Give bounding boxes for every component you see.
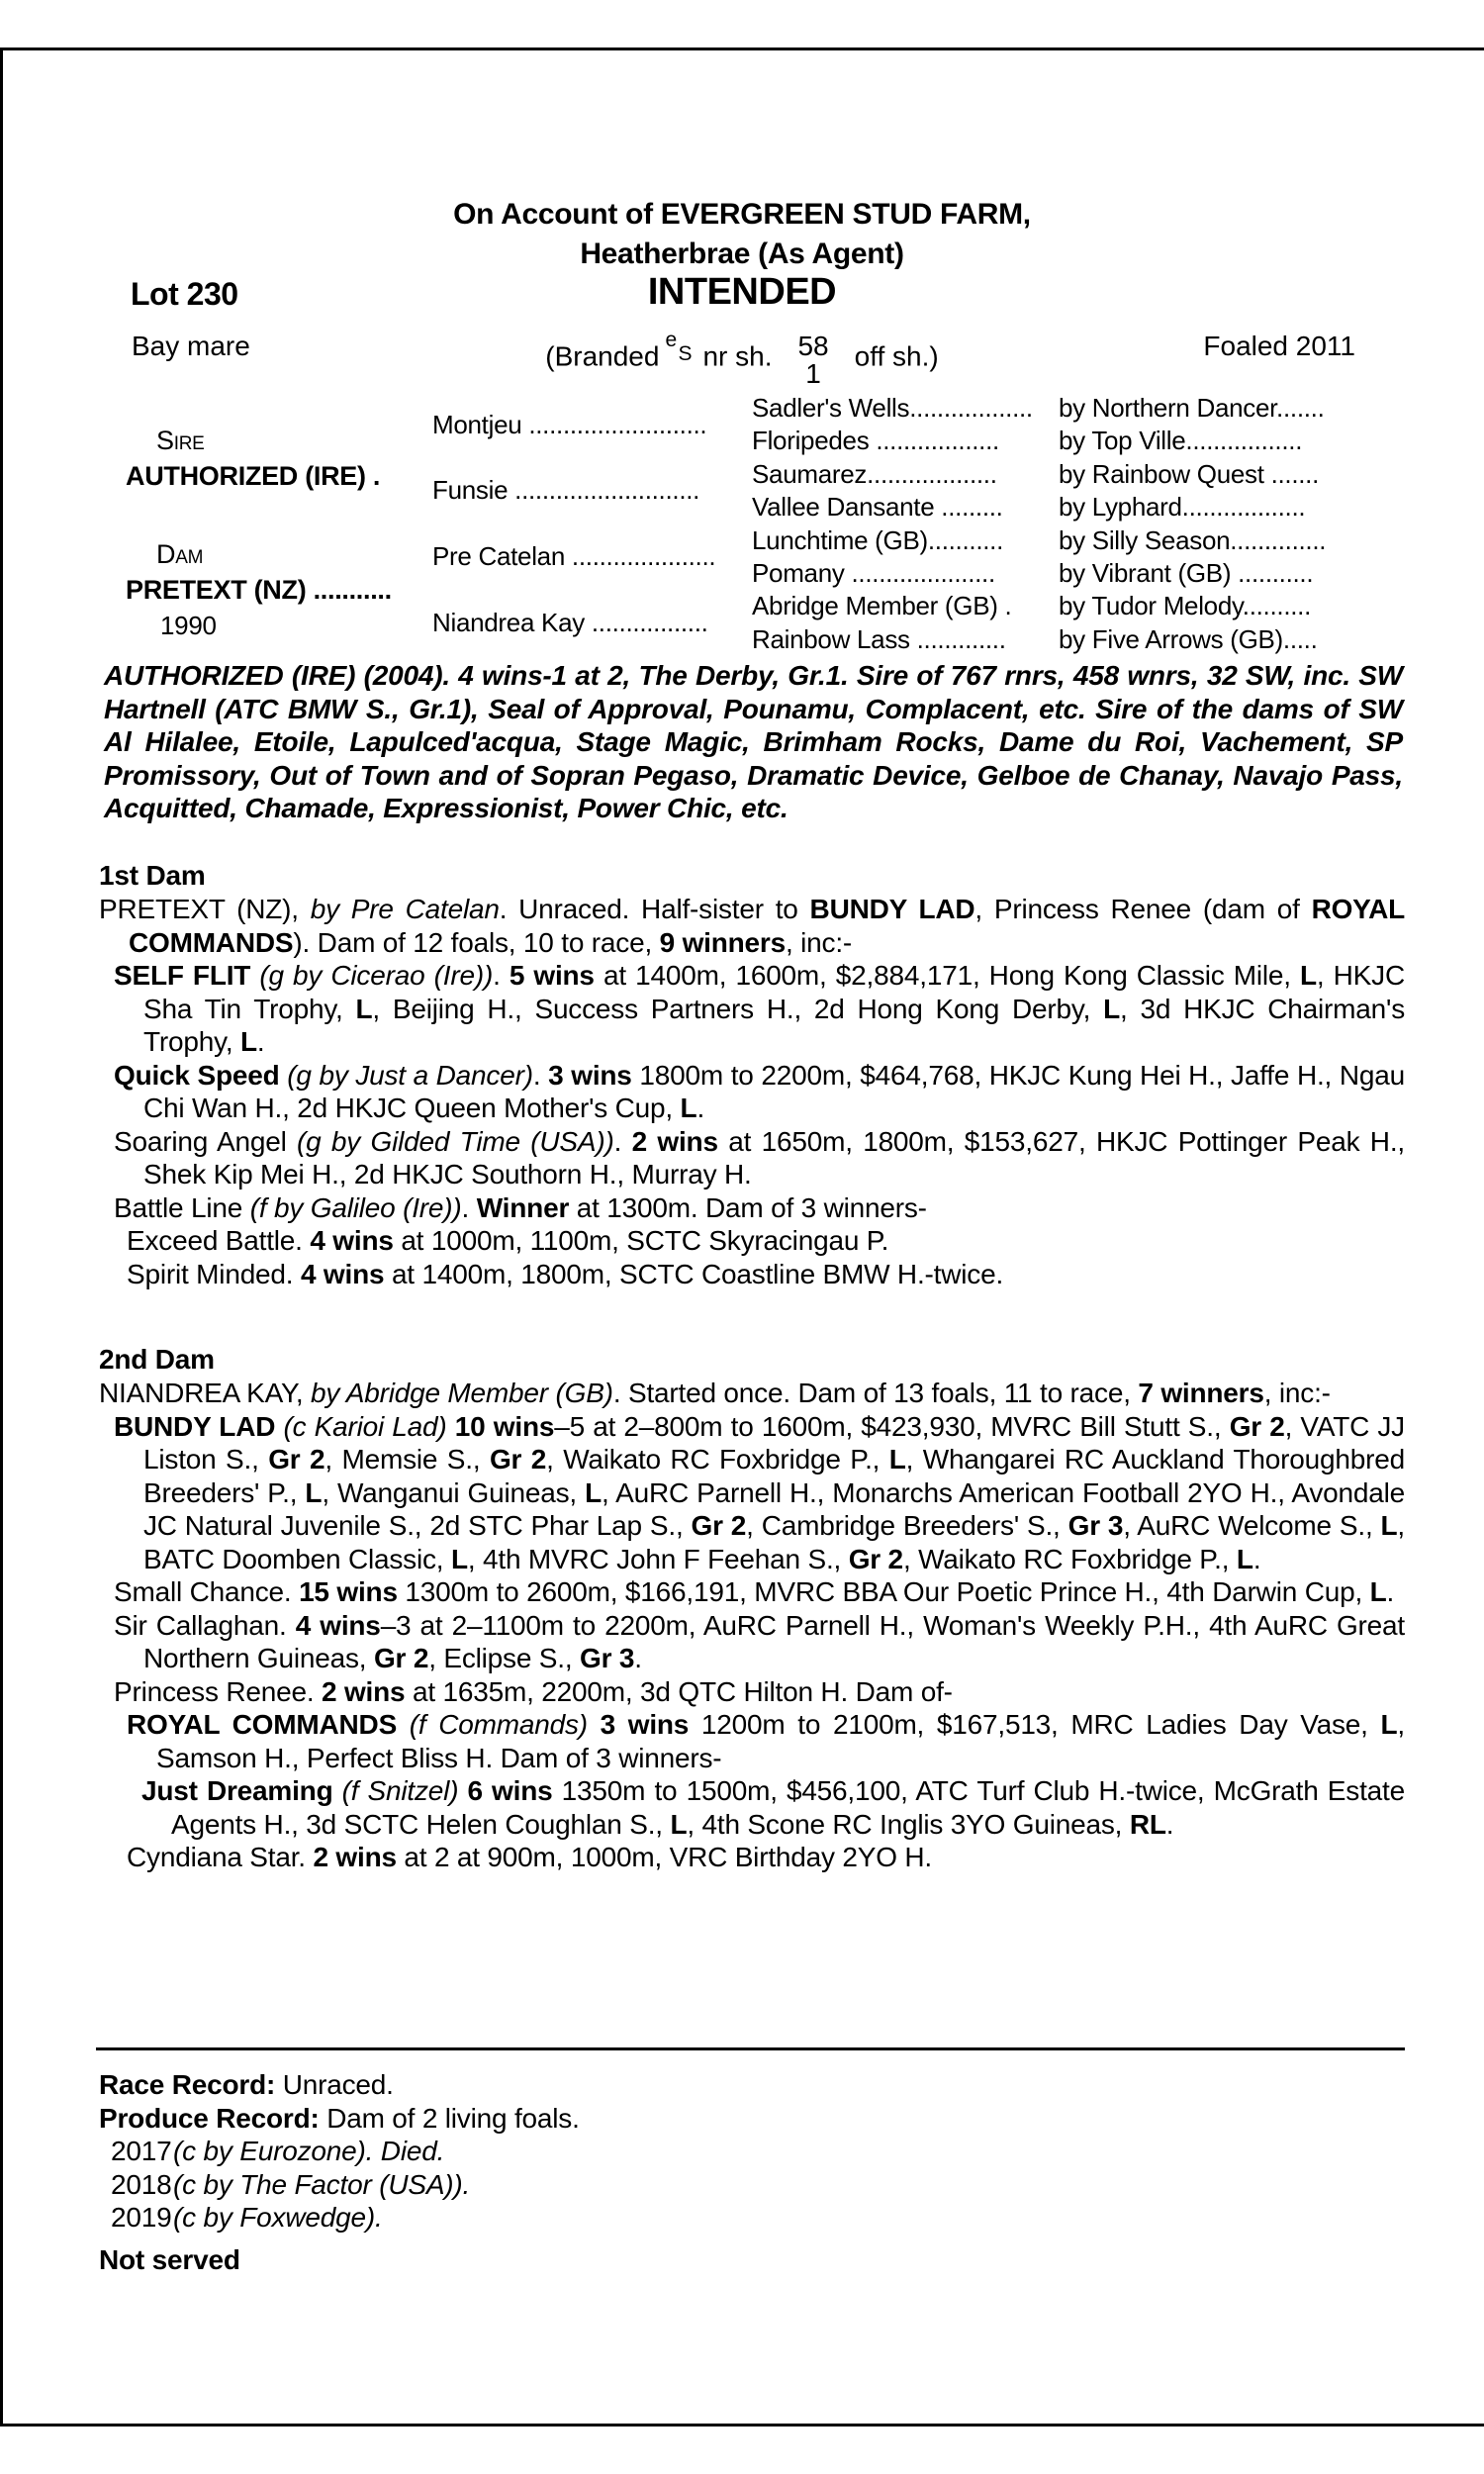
text-segment: 3 wins [548,1059,632,1091]
pedigree-note-paragraph [114,1059,1405,1125]
text-segment: , inc:- [785,926,853,958]
pedigree-note-paragraph [99,893,1405,959]
foal-note: (c by The Factor (USA)). [173,2168,471,2200]
text-segment: 15 wins [299,1576,398,1607]
text-segment: (g by Just a Dancer) [287,1059,533,1091]
produce-foal-row [99,2168,1405,2202]
text-segment: BUNDY LAD [809,894,975,924]
pedigree-note-paragraph [114,1675,1405,1709]
produce-foal-list [99,2135,1405,2235]
text-segment: (g by Gilded Time (USA)) [297,1125,614,1157]
second-dam-heading: 2nd Dam [99,1344,215,1375]
text-segment: at 1635m, 2200m, 3d QTC Hilton H. Dam of- [405,1675,953,1707]
pedigree-note-paragraph [127,1224,1405,1258]
pedigree-gen3-name: Sadler's Wells.................. [752,393,1033,423]
produce-foal-row [99,2135,1405,2168]
text-segment: 3 wins [600,1709,690,1740]
text-segment: Gr 3 [580,1643,635,1673]
text-segment: 1800m to 2200m, $464,768, HKJC Kung Hei H., Jaffe H., Ngau Chi Wan H., 2d HKJC Queen Mother's Cup, [143,1059,1405,1123]
text-segment: Sir Callaghan. [114,1609,296,1641]
pedigree-gen2-name: Niandrea Kay ................. [432,608,708,638]
pedigree-gen4-name: by Lyphard.................. [1059,492,1306,523]
pedigree-note-paragraph [114,1125,1405,1191]
sire-summary-paragraph: AUTHORIZED (IRE) (2004). 4 wins-1 at 2, The Derby, Gr.1. Sire of 767 rnrs, 458 wnrs, 32 SW, inc. SW Hartnell (ATC BMW S., Gr.1), Seal of Approval, Pounamu, Complacent, etc. Sire of the dams of SW Al Hilalee, Etoile, Lapulced'acqua, Stage Magic, Brimham Rocks, Dame du Roi, Vachement, SP Promissory, Out of Town and of Sopran Pegaso, Dramatic Device, Gelboe de Chanay, Navajo Pass, Acquitted, Chamade, Expressionist, Power Chic, etc. [104,660,1403,823]
text-segment: (f Commands) [409,1709,601,1740]
pedigree-note-paragraph [127,1258,1405,1291]
text-segment: L [670,1808,688,1840]
text-segment: , AuRC Welcome S., [1123,1510,1381,1541]
foaled-year: Foaled 2011 [1203,331,1355,361]
text-segment: Winner [476,1191,570,1223]
text-segment: . [634,1643,642,1673]
text-segment: Cyndiana Star. [127,1842,314,1872]
text-segment: Gr 2 [691,1510,747,1541]
text-segment: SELF FLIT [114,960,260,991]
text-segment: Gr 2 [268,1444,325,1475]
foal-year: 2019 [111,2202,172,2233]
race-record-line [99,2068,1405,2102]
text-segment: 9 winners [659,926,786,958]
dam-section-paragraphs-1 [99,1377,1405,1874]
text-segment: L [1300,960,1317,991]
text-segment: . [1386,1576,1395,1607]
text-segment: Spirit Minded. [127,1258,301,1289]
text-segment: at 1400m, 1800m, SCTC Coastline BMW H.-twice. [384,1258,1004,1289]
foal-year: 2017 [111,2136,172,2166]
text-segment: . [493,960,510,991]
text-segment: (g by Cicerao (Ire)) [259,960,494,991]
text-segment: –3 at 2–1100m to 2200m, AuRC Parnell H., Woman's Weekly P.H., 4th AuRC Great Northern Guineas, [143,1609,1406,1673]
pedigree-gen4-name: by Tudor Melody.......... [1059,591,1312,621]
foal-year: 2018 [111,2168,172,2200]
pedigree-note-paragraph [114,1575,1405,1609]
pedigree-note-paragraph [114,1410,1405,1576]
sire-name: AUTHORIZED (IRE) . [126,460,381,491]
text-segment: (f by Galileo (Ire)) [249,1191,462,1223]
pedigree-gen4-name: by Five Arrows (GB)..... [1059,623,1318,654]
first-dam-heading: 1st Dam [99,860,206,891]
text-segment: at 1650m, 1800m, $153,627, HKJC Pottinger Peak H., Shek Kip Mei H., 2d HKJC Southorn H., Murray H. [143,1125,1405,1189]
pedigree-gen2-name: Montjeu .......................... [432,409,707,439]
foal-note: (c by Eurozone). Died. [173,2136,445,2166]
foal-note: (c by Foxwedge). [173,2202,383,2233]
text-segment: L [240,1026,257,1057]
text-segment: ROYAL COMMANDS [129,894,1405,958]
text-segment: 6 wins [467,1775,553,1806]
dam-year: 1990 [160,611,217,641]
section-separator-rule [96,2047,1405,2050]
pedigree-gen3-name: Abridge Member (GB) . [752,591,1012,621]
text-segment: , Memsie S., [325,1444,490,1475]
text-segment: Gr 2 [373,1643,429,1673]
text-segment: , Cambridge Breeders' S., [746,1510,1068,1541]
text-segment: , 3d HKJC Chairman's Trophy, [143,993,1405,1057]
text-segment: . Started once. Dam of 13 foals, 11 to race, [612,1378,1139,1408]
pedigree-gen2-name: Pre Catelan ..................... [432,541,716,572]
pedigree-note-paragraph [99,1377,1405,1410]
pedigree-gen4-name: by Northern Dancer....... [1059,393,1325,423]
text-segment: at 1000m, 1100m, SCTC Skyracingau P. [393,1225,889,1256]
text-segment: 10 wins [454,1410,555,1442]
text-segment: 1350m to 1500m, $456,100, ATC Turf Club H.-twice, McGrath Estate Agents H., 3d SCTC Helen Coughlan S., [171,1775,1405,1840]
text-segment: L [585,1476,603,1508]
text-segment: at 1400m, 1600m, $2,884,171, Hong Kong Classic Mile, [594,960,1301,991]
pedigree-gen3-name: Rainbow Lass ............. [752,623,1006,654]
text-segment: , Eclipse S., [428,1643,581,1673]
text-segment: (c Karioi Lad) [283,1410,455,1442]
text-segment: , Waikato RC Foxbridge P., [902,1543,1237,1574]
text-segment: . [613,1125,632,1157]
text-segment: , 4th MVRC John F Feehan S., [467,1543,849,1574]
text-segment: at 2 at 900m, 1000m, VRC Birthday 2YO H. [396,1842,933,1872]
text-segment: L [1103,993,1120,1024]
lot-number: Lot 230 [131,276,238,312]
text-segment: . [696,1093,705,1123]
pedigree-gen3-name: Lunchtime (GB)........... [752,524,1004,555]
text-segment: 1300m to 2600m, $166,191, MVRC BBA Our Poetic Prince H., 4th Darwin Cup, [397,1576,1370,1607]
pedigree-gen4-name: by Top Ville................. [1059,426,1303,456]
text-segment: Gr 2 [848,1543,903,1574]
pedigree-sire-block [99,392,432,524]
brand-prefix: (Branded [545,340,660,372]
text-segment: , Wanganui Guineas, [322,1476,586,1508]
text-segment: L [1380,1510,1398,1541]
text-segment: 4 wins [310,1225,394,1256]
not-served-status: Not served [99,2243,240,2275]
dam-label: Dam [156,539,204,570]
text-segment: L [888,1444,906,1475]
text-segment: 2 wins [322,1675,406,1707]
text-segment: PRETEXT (NZ), [99,894,311,924]
produce-record-value: Dam of 2 living foals. [319,2102,580,2134]
text-segment: Quick Speed [114,1059,288,1091]
text-segment: by Pre Catelan [310,894,500,924]
text-segment: at 1300m. Dam of 3 winners- [569,1191,927,1223]
brand-mid: nr sh. [702,340,773,372]
account-line-2: Heatherbrae (As Agent) [580,238,904,270]
text-segment: , inc:- [1263,1378,1331,1408]
race-record-value: Unraced. [275,2069,394,2100]
brand-number-bottom: 1 [805,358,821,389]
account-header [0,195,1484,274]
text-segment: ROYAL COMMANDS [127,1709,410,1740]
text-segment: Small Chance. [114,1576,300,1607]
sex-colour: Bay mare [132,331,250,361]
pedigree-note-paragraph [114,959,1405,1059]
text-segment: , Princess Renee (dam of [974,894,1312,924]
text-segment: , 4th Scone RC Inglis 3YO Guineas, [687,1808,1130,1840]
text-segment: , Beijing H., Success Partners H., 2d Hong Kong Derby, [372,993,1104,1024]
text-segment: RL [1129,1808,1166,1840]
text-segment: , BATC Doomben Classic, [143,1510,1406,1574]
sire-label: Sire [156,425,205,455]
pedigree-gen4-name: by Vibrant (GB) ........... [1059,557,1314,588]
text-segment: ). Dam of 12 foals, 10 to race, [293,926,660,958]
text-segment: . [532,1059,549,1091]
pedigree-gen4-name: by Silly Season.............. [1059,524,1327,555]
horse-name: INTENDED [647,271,837,313]
text-segment: Battle Line [114,1191,250,1223]
dam-section-paragraphs-0 [99,893,1405,1290]
text-segment: . [256,1026,265,1057]
text-segment: 1200m to 2100m, $167,513, MRC Ladies Day Vase, [689,1709,1381,1740]
brand-number [797,333,828,388]
produce-record-label: Produce Record: [99,2102,320,2134]
text-segment: L [1236,1543,1253,1574]
brand-number-top: 58 [797,331,829,361]
text-segment: by Abridge Member (GB) [311,1378,613,1408]
pedigree-gen3-name: Vallee Dansante ......... [752,492,1003,523]
text-segment: , AuRC Parnell H., Monarchs American Football 2YO H., Avondale JC Natural Juvenile S., 2d STC Phar Lap S., [143,1476,1406,1541]
pedigree-gen3-name: Saumarez................... [752,458,997,489]
text-segment: . [1165,1808,1174,1840]
text-segment: L [305,1476,323,1508]
text-segment: NIANDREA KAY, [99,1378,312,1408]
text-segment: 2 wins [313,1842,397,1872]
pedigree-gen2-name: Funsie ........................... [432,475,700,506]
text-segment: . Unraced. Half-sister to [499,894,810,924]
dam-name: PRETEXT (NZ) ........... [126,575,392,606]
text-segment: 4 wins [300,1258,385,1289]
text-segment: Exceed Battle. [127,1225,311,1256]
text-segment: –5 at 2–800m to 1600m, $423,930, MVRC Bill Stutt S., [554,1410,1230,1442]
text-segment: L [1369,1576,1387,1607]
text-segment: 2 wins [631,1125,718,1157]
text-segment: (f Snitzel) [341,1775,468,1806]
pedigree-grid [99,392,1405,656]
text-segment: 7 winners [1138,1378,1264,1408]
pedigree-gen3-name: Floripedes .................. [752,426,999,456]
text-segment: Gr 3 [1067,1510,1124,1541]
text-segment: , VATC JJ Liston S., [143,1410,1405,1475]
text-segment: L [680,1093,697,1123]
text-segment: Princess Renee. [114,1675,323,1707]
text-segment: Gr 2 [1229,1410,1285,1442]
text-segment: 4 wins [295,1609,381,1641]
produce-foal-row [99,2201,1405,2235]
brand-suffix: off sh.) [854,340,939,372]
text-segment: L [1380,1709,1398,1740]
pedigree-gen3-name: Pomany ..................... [752,557,995,588]
text-segment: BUNDY LAD [114,1410,284,1442]
text-segment: Soaring Angel [114,1125,298,1157]
brand-mark-bottom-letter: S [678,342,693,366]
brand-line [371,329,1113,389]
produce-record-line [99,2102,1405,2136]
text-segment: Gr 2 [489,1444,547,1475]
pedigree-note-paragraph [141,1774,1405,1841]
text-segment: 5 wins [509,960,595,991]
account-line-1: On Account of EVERGREEN STUD FARM, [453,198,1031,231]
pedigree-note-paragraph [114,1191,1405,1225]
text-segment: . [461,1191,477,1223]
pedigree-gen4-name: by Rainbow Quest ....... [1059,458,1320,489]
brand-mark-top-letter: e [665,329,678,352]
text-segment: Just Dreaming [141,1775,342,1806]
text-segment: , Samson H., Perfect Bliss H. Dam of 3 winners- [156,1709,1405,1773]
text-segment: . [1252,1543,1261,1574]
text-segment: , Waikato RC Foxbridge P., [546,1444,889,1475]
pedigree-note-paragraph [127,1841,1405,1874]
text-segment: L [355,993,373,1024]
pedigree-note-paragraph [114,1609,1405,1675]
record-block [99,2068,1405,2276]
text-segment: , HKJC Sha Tin Trophy, [143,960,1405,1024]
pedigree-note-paragraph [127,1708,1405,1774]
race-record-label: Race Record: [99,2069,276,2100]
brand-mark [663,329,698,375]
pedigree-dam-block [99,524,432,657]
text-segment: L [450,1543,468,1574]
text-segment: , Whangarei RC Auckland Thoroughbred Breeders' P., [143,1444,1405,1508]
